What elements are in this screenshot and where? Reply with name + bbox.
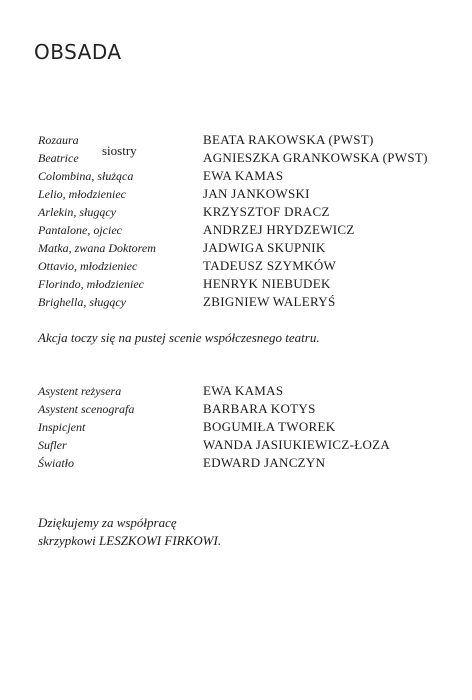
- crew-name: EWA KAMAS: [203, 383, 284, 398]
- cast-role: Rozaura: [38, 133, 79, 147]
- crew-role: Asystent reżysera: [38, 384, 122, 398]
- setting-note: Akcja toczy się na pustej scenie współczesnego teatru.: [38, 330, 320, 345]
- cast-role: Matka, zwana Doktorem: [38, 241, 156, 255]
- cast-role: Arlekin, sługący: [38, 205, 116, 219]
- cast-actor: BEATA RAKOWSKA (PWST): [203, 132, 374, 147]
- cast-role: Ottavio, młodzieniec: [38, 259, 138, 273]
- cast-actor: AGNIESZKA GRANKOWSKA (PWST): [203, 150, 428, 165]
- page-title: OBSADA: [34, 40, 122, 64]
- cast-actor: HENRYK NIEBUDEK: [203, 276, 331, 291]
- crew-role: Asystent scenografa: [38, 402, 135, 416]
- cast-actor: TADEUSZ SZYMKÓW: [203, 258, 337, 273]
- crew-name: BARBARA KOTYS: [203, 401, 316, 416]
- cast-role: Florindo, młodzieniec: [38, 277, 144, 291]
- thanks-line: skrzypkowi LESZKOWI FIRKOWI.: [38, 533, 222, 548]
- cast-role: Pantalone, ojciec: [38, 223, 122, 237]
- crew-name: WANDA JASIUKIEWICZ-ŁOZA: [203, 437, 391, 452]
- crew-role: Światło: [38, 456, 75, 470]
- sisters-label: siostry: [102, 143, 137, 158]
- cast-actor: KRZYSZTOF DRACZ: [203, 204, 330, 219]
- cast-actor: ANDRZEJ HRYDZEWICZ: [203, 222, 355, 237]
- cast-actor: ZBIGNIEW WALERYŚ: [203, 294, 336, 309]
- cast-role: Beatrice: [38, 151, 79, 165]
- cast-role: Colombina, służąca: [38, 169, 134, 183]
- crew-role: Sufler: [38, 438, 67, 452]
- cast-actor: JAN JANKOWSKI: [203, 186, 310, 201]
- crew-role: Inspicjent: [38, 420, 86, 434]
- crew-name: BOGUMIŁA TWOREK: [203, 419, 336, 434]
- cast-role: Lelio, młodzieniec: [38, 187, 126, 201]
- cast-role: Brighella, sługący: [38, 295, 126, 309]
- crew-name: EDWARD JANCZYN: [203, 455, 326, 470]
- cast-actor: JADWIGA SKUPNIK: [203, 240, 326, 255]
- thanks-line: Dziękujemy za współpracę: [38, 515, 177, 530]
- cast-actor: EWA KAMAS: [203, 168, 284, 183]
